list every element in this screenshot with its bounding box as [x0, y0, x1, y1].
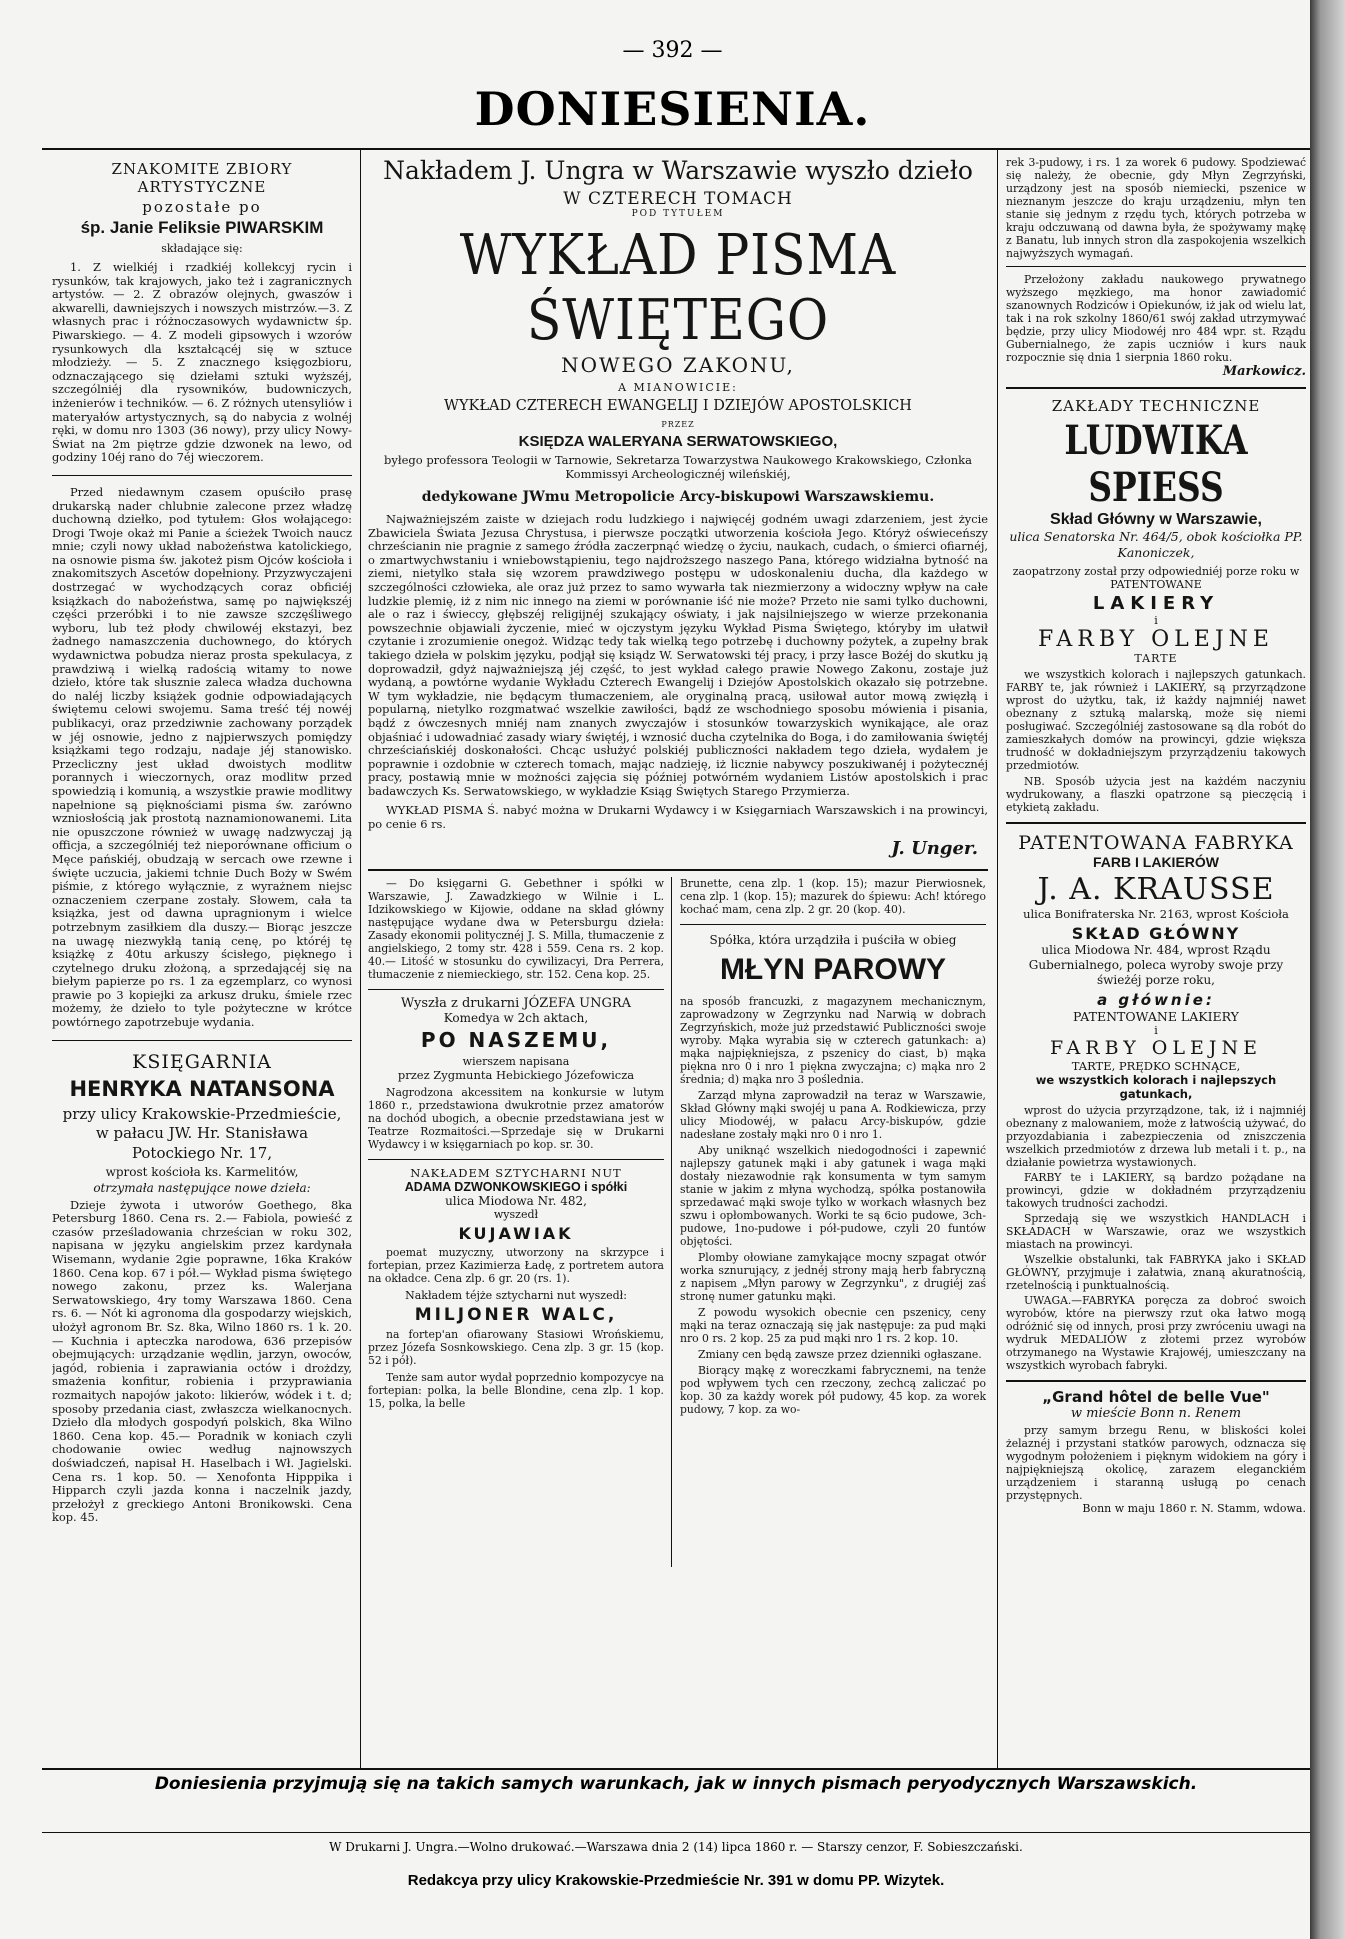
waltz-body: na fortep'an ofiarowany Stasiowi Wrońskiemu, przez Józefa Sosnkowskiego. Cena zlp. 3 gr. 15 (kop. 52 i pół).	[368, 1327, 664, 1367]
naszemu-author: przez Zygmunta Hebickiego Józefowicza	[397, 1067, 635, 1082]
nuty-second-lead: Nakładem téjże sztycharni nut wyszedł:	[405, 1288, 627, 1302]
unger-signature: J. Unger.	[891, 837, 978, 859]
mill-title: MŁYN PAROWY	[719, 952, 947, 986]
footer-imprint: W Drukarni J. Ungra.—Wolno drukować.—Warszawa dnia 2 (14) lipca 1860 r. — Starszy cenzor, F. Sobieszczański.	[329, 1840, 1023, 1854]
page-edge-shadow	[1310, 0, 1345, 1939]
bookshop-owner: HENRYKA NATANSONA	[69, 1076, 335, 1101]
unger-dedication: dedykowane JWmu Metropolicie Arcy-biskupowi Warszawskiemu.	[421, 489, 935, 505]
unger-author: KSIĘDZA WALERYANA SERWATOWSKIEGO,	[518, 433, 838, 450]
krausse-address: ulica Bonifraterska Nr. 2163, wprost Kościoła	[1023, 907, 1289, 921]
separator	[52, 475, 352, 476]
spiess-store: Skład Główny w Warszawie,	[1050, 511, 1262, 528]
mill-body-4: Plomby ołowiane zamykające mocny szpagat otwór worka sznurujący, z jednéj strony mają herb fabryczną z napisem „Młyn parowy w Zegrzynku", z drugiéj zaś stronę numer gatunku mąki.	[680, 1250, 986, 1303]
right-column	[1006, 156, 1306, 1764]
footer-editorial-office: Redakcya przy ulicy Krakowskie-Przedmieście Nr. 391 w domu PP. Wizytek.	[407, 1872, 945, 1889]
footer-rule	[42, 1832, 1310, 1833]
krausse-paints: FARBY OLEJNE	[1050, 1037, 1262, 1059]
mill-lead: Spółka, która urządziła i puściła w obieg	[709, 932, 957, 947]
unger-by: PRZEZ	[661, 420, 695, 429]
bookshop-address: w pałacu JW. Hr. Stanisława Potockiego Nr. 17,	[95, 1123, 309, 1162]
column-rule-left	[360, 150, 361, 1768]
nuty-heading: NAKŁADEM SZTYCHARNI NUT	[410, 1165, 622, 1180]
krausse-name: J. A. KRAUSSE	[1037, 872, 1275, 907]
separator	[1006, 822, 1306, 824]
krausse-body-3: Sprzedają się we wszystkich HANDLACH i SKŁADACH w Warszawie, oraz we wszystkich miastach na prowincyi.	[1006, 1212, 1306, 1251]
krausse-store-address: ulica Miodowa Nr. 484, wprost Rządu Gubernialnego, poleca wyroby swoje przy świeżéj porze roku,	[1028, 943, 1284, 987]
spiess-advert	[1006, 397, 1306, 814]
column-rule-center	[997, 150, 998, 1768]
spiess-note: NB. Sposób użycia jest na każdém naczyniu wydrukowany, a flaszki opatrzone są pieczęcią i etykietą zakładu.	[1006, 775, 1306, 814]
separator	[1006, 266, 1306, 267]
hotel-name: „Grand hôtel de belle Vue"	[1042, 1388, 1270, 1406]
spiess-ground: TARTE	[1134, 652, 1178, 665]
krausse-advert	[1006, 832, 1306, 1372]
center-sub-right	[680, 877, 986, 1416]
artworks-heading: ZNAKOMITE ZBIORY ARTYSTYCZNE	[111, 160, 293, 196]
waltz-title: MILJONER WALC,	[414, 1304, 618, 1325]
center-sub-left	[368, 877, 664, 1410]
nuty-firm: ADAMA DZWONKOWSKIEGO i spółki	[404, 1179, 628, 1194]
krausse-body-5: UWAGA.—FABRYKA poręcza za dobroć swoich wyrobów, które na pierwszy rzut oka łatwo mogą odróżnić się od innych, prosi przy zwróceniu uwagi na wydruk MEDALIÓW z złotemi przez wyrobów otrzymanego na Wystawie Krajowéj, umieszczany na wszystkich wyrobach fabryki.	[1006, 1294, 1306, 1372]
mill-body-1: na sposób francuzki, z magazynem mechanicznym, zaprowadzony w Zegrzynku nad Narwią w dobrach Zegrzyńskich, może już przedstawić Publiczności swoje wyroby. Mąka wyrabia się w czterech gatunkach: a) mąka najpiękniejsza, z pszenicy do ciast, b) mąka piękna nro 0 i nro 1 piękna zwyczajna; c) mąka nro 2 średnia; d) mąka nro 3 poślednia.	[680, 994, 986, 1086]
bookshop-location: wprost kościoła ks. Karmelitów,	[105, 1164, 299, 1179]
nuty-earlier-works: Tenże sam autor wydał poprzednio kompozycye na fortepian: polka, la belle Blondine, cena zlp. 1 kop. 15, polka, la belle	[368, 1370, 664, 1410]
nuty-address: ulica Miodowa Nr. 482,	[445, 1193, 587, 1208]
separator	[680, 924, 986, 925]
kujawiak-body: poemat muzyczny, utworzony na skrzypce i fortepian, przez Kazimierza Ładę, z portretem autora na okładce. Cena zlp. 6 gr. 20 (rs. 1).	[368, 1245, 664, 1285]
artworks-notice	[52, 160, 352, 465]
naszemu-verse: wierszem napisana	[462, 1054, 570, 1068]
separator	[368, 989, 664, 990]
krausse-and: i	[1154, 1024, 1158, 1037]
unger-book-title: WYKŁAD PISMA ŚWIĘTEGO	[459, 223, 897, 353]
naszemu-title: PO NASZEMU,	[420, 1027, 612, 1052]
spiess-paints: FARBY OLEJNE	[1038, 627, 1274, 652]
school-notice: Przełożony zakładu naukowego prywatnego wyższego męzkiego, ma honor zawiadomić szanownych Rodziców i Opiekunów, iż jak od wielu lat, tak i na rok szkolny 1860/61 swój zakład utrzymywać będzie, przy ulicy Miodowéj nro 484 wpr. st. Rządu Gubernialnego, że zapis uczniów i kurs nauk rozpocznie się dnia 1 sierpnia 1860 roku.	[1006, 273, 1306, 364]
krausse-lacquers: PATENTOWANE LAKIERY	[1073, 1009, 1239, 1024]
separator	[52, 1040, 352, 1041]
krausse-body-4: Wszelkie obstalunki, tak FABRYKA jako i SKŁAD GŁÓWNY, przyjmuje i załatwia, znaną akuratnością, rzetelnością i punktualnością.	[1006, 1253, 1306, 1292]
unger-advert	[368, 156, 988, 859]
krausse-store: SKŁAD GŁÓWNY	[1071, 924, 1241, 943]
spiess-body: we wszystkich kolorach i najlepszych gatunkach. FARBY te, jak również i LAKIERY, są przyrządzone wprost do użytku, tak, iż każdy najmniéj nawet obeznany z sztuką malarską, może się niemi posługiwać. Szczególniéj zastosowane są dla robót do zamieszkałych domów na prowincyi, gdzie większa trudność w dokładniejszym przyrządzeniu takowych przedmiotów.	[1006, 668, 1306, 772]
left-column	[52, 160, 352, 1764]
top-rule	[42, 148, 1310, 150]
naszemu-publisher: Wyszła z drukarni JÓZEFA UNGRA	[400, 995, 632, 1011]
subcolumn-rule	[671, 877, 672, 1567]
unger-volumes: W CZTERECH TOMACH	[563, 189, 793, 209]
bookshop-list: Dzieje żywota i utworów Goethego, 8ka Petersburg 1860. Cena rs. 2.— Fabiola, powieść z czasów prześladowania chrześcian w roku 302, napisana w języku angielskim przez kardynała Wisemann, wydanie 2gie poprawne, 16ka Kraków 1860. Cena kop. 67 i pół.— Wykład pisma świętego nowego zakonu, przez ks. Walerjana Serwatowskiego, 4ry tomy Warszawa 1860. Cena rs. 6. — Nót ki agronoma dla gospodarzy wiejskich, ułożył agronom Br. Sz. 8ka, Wilno 1860 rs. 1 k. 20.— Kuchnia i apteczka narodowa, 636 przepisów obejmujących: urządzanie wędlin, jarzyn, owoców, jagód, robienia i zaprawiania octów i drożdzy, smażenia konfitur, robienia i przyprawiania rozmaitych napojów jakoto: likierów, wódek i t. d; sposoby przedania ciast, zwłaszcza wielkanocnych. Dzieło dla młodych gospodyń polskich, 8ka Wilno 1860. Cena kop. 45.— Poradnik w koniach czyli chodowanie owiec według najnowszych doświadczeń, napisał H. Haselbach i Wł. Jagielski. Cena rs. 1 kop. 50. — Xenofonta Hipppika i Hipparch czyli jazda konna i naczelnik jazdy, przełożył z greckiego Antoni Bronikowski. Cena kop. 45.	[52, 1197, 352, 1525]
brunette-cont: Brunette, cena zlp. 1 (kop. 15); mazur Pierwiosnek, cena zlp. 1 (kop. 15); mazurek do śpiewu: Ach! którego kochać mam, cena zlp. 2 gr. 20 (kop. 40).	[680, 876, 986, 916]
bookshop-lead: otrzymała następujące nowe dzieła:	[93, 1180, 311, 1195]
footer-terms: Doniesienia przyjmują się na takich samych warunkach, jak w innych pismach peryodycznych Warszawskich.	[154, 1774, 1198, 1794]
center-lower	[368, 877, 988, 1567]
naszemu-body: Nagrodzona akcessitem na konkursie w lutym 1860 r., przedstawiona dwukrotnie przez amatorów na dochód ubogich, a obecnie przedstawiana jest w Teatrze Rozmaitości.—Sprzedaje się w Drukarni Wydawcy i w księgarniach po kop. sr. 30.	[368, 1085, 664, 1151]
mill-body-7: Biorący mąkę z woreczkami fabrycznemi, na tenże pod wpływem tych cen rzeczony, zechcą zaliczać po kop. 30 za każdy worek pół pudowy, 45 kop. za worek pudowy, 7 kop. za wo-	[680, 1363, 986, 1416]
krausse-body: wprost do użycia przyrządzone, tak, iż i najmniéj obeznany z malowaniem, może z łatwością używać, do przyozdabiania i zabezpieczenia od zniszczenia wszelkich przedmiotów z drzewa lub metali i t. p., na działanie powietrza wystawionych.	[1006, 1104, 1306, 1169]
prayerbook-review: Przed niedawnym czasem opuściło prasę drukarską nader chlubnie zalecone przez władzę duchowną dziełko, pod tytułem: Głos wołającego: Drogi Twoje okaż mi Panie a ścieżek Twoich naucz mnie; czyli nowy układ nabożeństwa katolickiego, na osnowie pisma św. jakoteż pism Ojców kościoła i znakomitszych Ascetów dopełniony. Przyzwyczajeni dostrzegać w wychodzących coraz obficiéj książkach do nabożeństwa, samę po największéj części przeróbki i to nie zawsze szczęśliwego wyboru, lub też płody chwilowéj ekstazyi, bez żadnego namaszczenia duchownego, do których wydawnictwa pobudza nieraz prosta spekulacya, z prawdziwą i wielką radością witamy to nowe dzieło, które tak słusznie zaleca władza duchowna do naléj liczby książek godnie odpowiadających świętemu celowi swojemu. Sama treść téj nowéj publikacyi, oraz przedziwnie zachowany porządek w jéj osnowie, jedno z najpierwszych pomiędzy książkami tego rodzaju, nadaje jéj stanowisko. Przecliczny jest układ dwoistych modlitw porannych i wieczornych, oraz modlitw przed spowiedzią i komunią, a wszystkie prawie modlitwy napełnione są pięknościami pisma św. zarówno wzniosłością jak prostotą naznamionowanemi. Lita nie opuszczone również w uwagę nadzwyczaj ją officja, a szczególniéj też nieporównane officium o Męce pańskiéj, obudzają w sercach owe rzewne i święte uczucia, jakiemi tchnie Duch Boży w Swém piśmie, z którego wyłącznie, z wyrażnem niejsc oznaczeniem czerpane zostały. Słowem, cała ta książka, jest od dawna upragnionym i wielce potrzebnym zasiłkiem dla duszy.— Biorąc jeszcze na uwagę niezwykłą tanią cenę, po któréj tę książkę z 40tu arkuszy ścisłego, pięknego i czytelnego druku złożoną, a sprzedającéj się na biełym papierze po rs. 1 za egzemplarz, co wynosi prawie po 3 kopiejki za arkusz druku, śmiele rzec możemy, że dzieło to tyle pożyteczne w krótce powtórnego zapotrzebuje wydania.	[52, 484, 352, 1030]
page-title: DONIESIENIA.	[474, 82, 871, 136]
unger-subtitle: NOWEGO ZAKONU,	[561, 353, 795, 377]
krausse-colors: we wszystkich kolorach i najlepszych gatunkach,	[1035, 1073, 1277, 1101]
naszemu-genre: Komedya w 2ch aktach,	[443, 1010, 589, 1025]
spiess-and: i	[1154, 614, 1158, 627]
artworks-body: 1. Z wielkiéj i rzadkiéj kollekcyj rycin i rysunków, tak krajowych, jako też i zagranicznych artystów. — 2. Z obrazów olejnych, gwaszów i akwarelli, dawniejszych i nowszych mistrzów.—3. Z własnych prac i różnoczasowych wydawnictw śp. Piwarskiego. — 4. Z modeli gipsowych i wzorów rysunkowych dla kształcącéj się w sztuce młodzieży. — 5. Z znacznego księgozbioru, odznaczającego się dziełami sztuki wyższéj, szczególniéj dla rysowników, budowniczych, inżenierów i techników. — 6. Z różnych utensyliów i materyałów artystycznych, są do nabycia z wolnéj ręki, w domu nro 1303 (36 nowy), przy ulicy Nowy-Świat na 2m piętrze gdzie dzwonek na lewo, od godziny 10éj rano do 7éj wieczorem.	[52, 260, 352, 465]
unger-author-titles: byłego professora Teologii w Tarnowie, Sekretarza Towarzystwa Naukowego Krakowskiego, Członka Kommissyi Archeologicznéj wileńskiéj,	[383, 453, 972, 481]
unger-under-title: POD TYTUŁEM	[631, 209, 725, 219]
artworks-subheading: pozostałe po	[142, 198, 262, 216]
artworks-owner: śp. Janie Feliksie PIWARSKIM	[80, 218, 324, 237]
separator	[368, 869, 988, 871]
separator	[1006, 1380, 1306, 1382]
spiess-heading: ZAKŁADY TECHNICZNE	[1051, 397, 1261, 415]
spiess-lacquers: LAKIERY	[1092, 593, 1220, 614]
separator	[368, 1159, 664, 1160]
mill-continuation: rek 3-pudowy, i rs. 1 za worek 6 pudowy. Spodziewać się należy, że obecnie, gdy Młyn Zegrzyński, urządzony jest na sposób niemiecki, pszenice w nieznanym jeszcze do kraju urządzeniu, młyn ten stanie się jednym z rzędu tych, których potrzeba w kraju odczuwaną od dawna była, że spożywamy mąkę z Banatu, lub innych stron dla zaspokojenia wszelkich najwyższych wymagań.	[1006, 156, 1306, 260]
bookshop-heading: KSIĘGARNIA	[132, 1050, 272, 1073]
unger-namely: A MIANOWICIE:	[618, 381, 738, 394]
center-column	[368, 156, 988, 1764]
gebethner-notice: — Do księgarni G. Gebethner i spółki w Warszawie, J. Zawadzkiego w Wilnie i L. Idzikowskiego w Kijowie, oddane na skład główny następujące wydane dwa w Petersburgu dzieła: Zasady ekonomii politycznéj J. S. Milla, tłumaczenie z angielskiego, 2 tomy str. 428 i 559. Cena rs. 2 kop. 40.— Litość w stosunku do cywilizacyi, Dra Perrera, tłumaczenie z niemieckiego, str. 152. Cena kop. 25.	[368, 876, 664, 981]
separator	[1006, 387, 1306, 389]
krausse-quickdry: TARTE, PRĘDKO SCHNĄCE,	[1071, 1059, 1241, 1073]
bottom-rule	[42, 1768, 1310, 1770]
page-number: — 392 —	[622, 38, 723, 63]
mill-body-6: Zmiany cen będą zawsze przez dzienniki ogłaszane.	[698, 1347, 982, 1361]
krausse-mainly: a głównie:	[1097, 991, 1215, 1009]
unger-contents: WYKŁAD CZTERECH EWANGELIJ I DZIEJÓW APOSTOLSKICH	[444, 398, 912, 414]
spiess-address: ulica Senatorska Nr. 464/5, obok kościołka PP. Kanoniczek,	[1009, 529, 1303, 560]
nuty-lead: wyszedł	[493, 1207, 539, 1221]
mill-body-3: Aby uniknąć wszelkich niedogodności i zapewnić najlepszy gatunek mąki i aby gatunek i waga mąki dostały niezawodnie rąk konsumenta w tym samym stanie w jakim z młyna wychodzą, spółka postanowiła sprzedawać mąki swoje tylko w workach własnych bez szwu i opłombowanych. Worki te są 6cio pudowe, 3ch-pudowe, 1no-pudowe i pół-pudowe, czyli 20 funtów objętości.	[680, 1143, 986, 1248]
hotel-body: przy samym brzegu Renu, w bliskości kolei żelaznéj i przystani statków parowych, odznacza się wygodnym położeniem i pięknym widokiem na góry i najpiękniejszą okolicę, zarazem eleganckiém urządzeniem i staranną usługą po cenach przystępnych.	[1006, 1424, 1306, 1502]
spiess-name: LUDWIKA SPIESS	[1064, 417, 1248, 511]
artworks-lead: składające się:	[161, 242, 243, 255]
school-signature: Markowicz.	[1222, 364, 1306, 379]
hotel-signature: Bonn w maju 1860 r. N. Stamm, wdowa.	[1082, 1502, 1306, 1515]
unger-headline: Nakładem J. Ungra w Warszawie wyszło dzieło	[383, 156, 973, 185]
hotel-location: w mieście Bonn n. Renem	[1070, 1406, 1242, 1421]
krausse-subheading: FARB I LAKIERÓW	[1093, 854, 1219, 870]
bookshop-notice	[52, 1051, 352, 1525]
unger-body: Najważniejszém zaiste w dziejach rodu ludzkiego i najwięcéj godném uwagi zdarzeniem, jest życie Zbawiciela Świata Jezusa Chrystusa, i pierwsze początki utworzenia kościoła Jego. Któryż oświeceńszy chrześcianin nie pragnie z samego źródła zaczerpnąć wiedzę o życiu, naukach, cudach, o śmierci ofiarnéj, o zmartwychwstaniu i wniebowstąpieniu, tego najdroższego naszego Pana, którego widziałna bytność na ziemi, nietylko stała się wzorem prawdziwego postępu w udoskonaleniu ducha, dla każdego w szczególności człowieka, ale oraz już przez to samo wywarła tak niezmierzony a widoczny wpływ na całe ludzkie plemię, iż z nim nic innego na ziemi w porównanie iść nie może? Przeto nie sami tylko duchowni, ale o raz i świeccy, głębszéj religijnéj szukający oświaty, i jak najsilniejszego w wierze przekonania powszechnie objawiali życzenie, mieć w ojczystym języku Wykład Pisma Świętego, któryby im ułatwił czytanie i zrozumienie onegoż. Widząc tedy tak wielką tego potrzebę i duchowny pożytek, a zupełny brak takiego dzieła w polskim języku, podjął się ksiądz W. Serwatowski téj pracy, i przy łasce Bożéj do skutku ją doprowadził, gdyż najważniejszą jéj część, to jest wykład całego prawie Nowego Zakonu, zostaje już wydaną, a powtórne wydanie Wykładu Czterech Ewangelij i Dziejów Apostolskich okazało się potrzebne. W tym wykładzie, nie będącym tłumaczeniem, ale oryginalną pracą, usiłował autor mową zwięzłą i popularną, nietylko rozgmatwać wszelkie zawiłości, bądź ze wschodniego sposobu mówienia i pisania, bądź z ówczesnych mniéj nam znanych zwyczajów i stosunków towarzyskich wynikające, ale oraz objaśniać i udowadniać zasady wiary świętéj, i wznosić ducha czytelnika do Boga, i do zamiłowania świętéj chrześciańskiéj doskonałości. Chcąc usłużyć polskiéj publiczności nakładem tego dzieła, wydałem je poprawnie i ozdobnie w czterech tomach, mając nadzieję, iż licznie nabywcy poszukiwanéj i pożytecznéj pracy, postawią mnie w możności zajęcia się później potwórném wydaniem Listów apostolskich i prac badawczych Ks. Serwatowskiego, w wykładzie Ksiąg Świętych Starego Przymierza.	[368, 512, 988, 798]
bookshop-street: przy ulicy Krakowskie-Przedmieście,	[62, 1104, 342, 1123]
spiess-lead: zaopatrzony został przy odpowiedniéj porze roku w PATENTOWANE	[1012, 565, 1300, 591]
mill-body-2: Zarząd młyna zaprowadził na teraz w Warszawie, Skład Główny mąki swojéj u pana A. Rodkiewicza, przy ulicy Miodowéj, w pałacu Arcy-biskupów, gdzie nadesłane zostały mąki nro 0 i nro 1.	[680, 1088, 986, 1141]
kujawiak-title: KUJAWIAK	[458, 1223, 574, 1243]
krausse-heading: PATENTOWANA FABRYKA	[1018, 832, 1294, 854]
krausse-body-2: FARBY te i LAKIERY, są bardzo pożądane na prowincyi, gdzie w dokładném przyrządzeniu takowych trudności zachodzi.	[1006, 1171, 1306, 1210]
mill-body-5: Z powodu wysokich obecnie cen pszenicy, ceny mąki na teraz oznaczają się jak następuje: za pud mąki nro 0 rs. 2 kop. 25 za pud mąki nro 1 rs. 2 kop. 10.	[680, 1305, 986, 1345]
unger-purchase: WYKŁAD PISMA Ś. nabyć można w Drukarni Wydawcy i w Księgarniach Warszawskich i na prowincyi, po cenie 6 rs.	[368, 803, 988, 832]
hotel-advert	[1006, 1388, 1306, 1515]
